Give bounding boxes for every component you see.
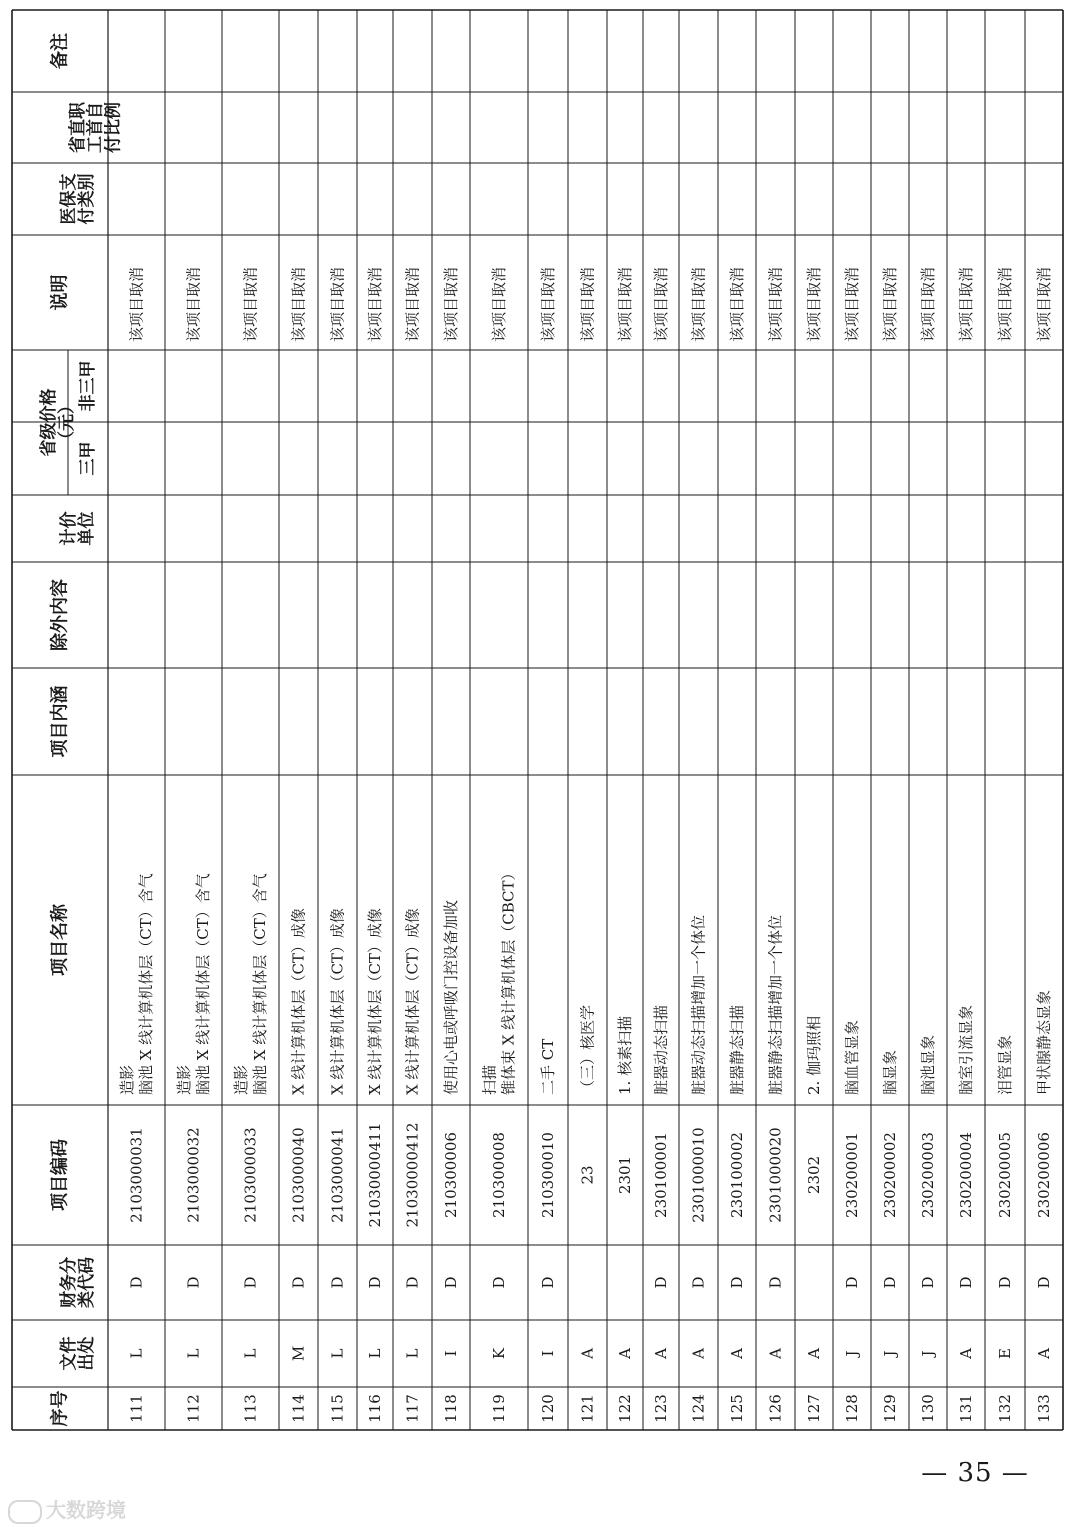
cell-name: 脑池显象: [919, 1034, 937, 1095]
cell-code: 230100002: [728, 1132, 746, 1218]
cell-code: 230200001: [843, 1132, 861, 1218]
cell-seq: 119: [490, 1394, 508, 1423]
cell-note: 该项目取消: [289, 266, 308, 342]
table-row: [366, 267, 384, 1423]
table-row: [1035, 267, 1053, 1423]
cell-note: 该项目取消: [127, 266, 146, 342]
cell-seq: 122: [616, 1394, 634, 1423]
cell-source: A: [766, 1348, 785, 1359]
header-insurance: [58, 174, 97, 225]
cell-source: A: [728, 1348, 746, 1359]
header-finance-line: 类代码: [76, 1257, 97, 1308]
cell-finance: D: [490, 1276, 508, 1289]
cell-source: A: [805, 1348, 823, 1359]
table-row: [690, 267, 708, 1423]
header-insurance-line: 付类别: [76, 173, 97, 225]
cell-finance: D: [881, 1276, 899, 1289]
table-row: [957, 267, 975, 1423]
cell-name: 脏器动态扫描增加一个体位: [689, 914, 708, 1095]
cell-seq: 121: [578, 1394, 597, 1423]
cell-seq: 133: [1035, 1394, 1053, 1423]
cell-note: 该项目取消: [539, 266, 557, 342]
header-source-line: 文件: [58, 1336, 79, 1371]
cell-code: 210300006: [442, 1132, 460, 1218]
cell-note: 该项目取消: [881, 266, 899, 342]
header-unit: [58, 512, 97, 546]
cell-seq: 112: [184, 1394, 203, 1423]
table-row: [767, 267, 785, 1423]
cell-source: A: [957, 1348, 975, 1359]
table-row: [404, 267, 422, 1423]
cell-source: J: [881, 1350, 899, 1357]
cell-note: 该项目取消: [805, 266, 823, 342]
cell-source: A: [1035, 1348, 1053, 1359]
table-row: [175, 267, 212, 1423]
header-source-line: 出处: [76, 1336, 97, 1371]
header-price-group-line: 省级价格: [38, 388, 59, 457]
cell-source: K: [490, 1347, 508, 1360]
cell-note: 该项目取消: [328, 266, 347, 342]
cell-code: 2103000040: [289, 1127, 308, 1223]
table-row: [579, 267, 597, 1423]
cell-finance: D: [766, 1276, 785, 1289]
cell-source: I: [539, 1350, 557, 1357]
cell-code: 230200004: [957, 1132, 975, 1218]
cell-code: 210300010: [539, 1132, 557, 1218]
cell-seq: 115: [328, 1394, 347, 1423]
cell-seq: 116: [366, 1394, 384, 1423]
cell-name: 锥体束 X 线计算机体层（CBCT）: [499, 865, 518, 1095]
table-row: [881, 267, 899, 1423]
cell-seq: 131: [957, 1394, 975, 1423]
cell-source: A: [578, 1348, 597, 1359]
cell-finance: D: [442, 1276, 460, 1289]
header-finance-line: 财务分: [58, 1257, 79, 1308]
cell-code: 2103000041: [328, 1127, 347, 1223]
cell-seq: 128: [843, 1394, 861, 1423]
table-row: [232, 267, 269, 1423]
cell-finance: D: [957, 1276, 975, 1289]
cell-name: 甲状腺静态显象: [1035, 989, 1053, 1095]
cell-finance: D: [366, 1276, 384, 1289]
cell-code: 2103000033: [241, 1127, 260, 1223]
cell-note: 该项目取消: [689, 266, 708, 342]
cell-source: L: [403, 1348, 422, 1359]
header-price-group: [38, 389, 77, 457]
cell-finance: D: [184, 1276, 203, 1289]
cell-name: X 线计算机体层（CT）成像: [289, 908, 308, 1095]
cell-note: 该项目取消: [843, 266, 861, 342]
cell-finance: D: [241, 1276, 260, 1289]
cell-finance: D: [652, 1276, 670, 1289]
page-number: — 35 —: [921, 1458, 1029, 1488]
header-note: 说明: [49, 274, 71, 311]
cell-code: 2301000020: [766, 1127, 785, 1223]
cell-source: E: [996, 1348, 1014, 1359]
cell-name: 脑显象: [881, 1049, 899, 1095]
table-row: [843, 267, 861, 1423]
cell-name: 脑池 X 线计算机体层（CT）含气: [194, 873, 212, 1095]
header-unit-line: 单位: [76, 511, 97, 546]
cell-note: 该项目取消: [652, 266, 670, 342]
cell-seq: 132: [996, 1394, 1014, 1423]
table-row: [442, 267, 460, 1423]
cell-code: 23: [578, 1165, 597, 1185]
cell-source: J: [843, 1350, 861, 1357]
cell-note: 该项目取消: [241, 266, 260, 342]
cell-seq: 117: [403, 1394, 422, 1423]
cell-source: L: [366, 1348, 384, 1359]
table-row: [118, 267, 155, 1423]
cell-name: X 线计算机体层（CT）成像: [366, 908, 384, 1095]
cell-finance: D: [403, 1276, 422, 1289]
header-except: 除外内容: [49, 579, 71, 651]
cell-finance: D: [539, 1276, 557, 1289]
header-finance: [58, 1257, 97, 1308]
cell-source: I: [442, 1350, 460, 1357]
cell-finance: D: [1035, 1276, 1053, 1289]
cell-seq: 114: [289, 1394, 308, 1423]
header-name: 项目名称: [49, 904, 71, 976]
header-source: [58, 1337, 97, 1371]
cell-note: 该项目取消: [184, 266, 203, 342]
table-row: [652, 267, 670, 1423]
header-ratio: [67, 101, 124, 153]
table-row: [996, 267, 1014, 1423]
cell-name: X 线计算机体层（CT）成像: [403, 908, 422, 1095]
cell-name: 脑池 X 线计算机体层（CT）含气: [137, 873, 155, 1095]
cell-seq: 130: [919, 1394, 937, 1423]
cell-name: 2. 伽玛照相: [805, 1015, 823, 1095]
cell-name: 脏器静态扫描: [728, 1004, 746, 1095]
cell-finance: D: [328, 1276, 347, 1289]
cell-code: 21030000412: [403, 1122, 422, 1228]
cell-seq: 111: [127, 1394, 146, 1423]
cell-seq: 124: [689, 1394, 708, 1423]
cell-name: 造影: [118, 1064, 136, 1095]
cell-note: 该项目取消: [766, 266, 785, 342]
cell-code: 21030000411: [366, 1122, 384, 1228]
header-price-tier3: 三甲: [78, 441, 98, 476]
table-row: [616, 267, 634, 1423]
cell-name: 1. 核素扫描: [616, 1015, 634, 1095]
table-row: [539, 267, 557, 1423]
cell-code: 230100001: [652, 1132, 670, 1218]
cell-finance: D: [919, 1276, 937, 1289]
cell-source: A: [616, 1348, 634, 1359]
table-body: [118, 267, 1053, 1423]
cell-note: 该项目取消: [919, 266, 937, 342]
watermark-text: 大数跨境: [46, 1498, 126, 1522]
cell-code: 2103000031: [127, 1127, 146, 1223]
cell-name: 使用心电或呼吸门控设备加收: [442, 899, 460, 1095]
cell-code: 210300008: [490, 1132, 508, 1218]
cell-source: L: [127, 1348, 146, 1359]
cell-finance: D: [843, 1276, 861, 1289]
table-header: [38, 33, 124, 1427]
table-row: [290, 267, 308, 1423]
cell-code: 2301: [616, 1155, 634, 1195]
cell-seq: 125: [728, 1394, 746, 1423]
cell-name: 造影: [232, 1064, 250, 1095]
watermark-logo-icon: [8, 1500, 42, 1524]
header-code: 项目编码: [49, 1139, 71, 1211]
cell-name: 脑池 X 线计算机体层（CT）含气: [251, 873, 269, 1095]
cell-name: 脏器静态扫描增加一个体位: [766, 914, 785, 1095]
cell-name: （三）核医学: [578, 1004, 597, 1095]
cell-source: L: [328, 1348, 347, 1359]
cell-seq: 127: [805, 1394, 823, 1423]
cell-code: 230200005: [996, 1132, 1014, 1218]
cell-seq: 126: [766, 1394, 785, 1423]
table-row: [805, 267, 823, 1423]
cell-finance: D: [728, 1276, 746, 1289]
cell-source: J: [919, 1350, 937, 1357]
cell-name: 脏器动态扫描: [652, 1004, 670, 1095]
table-grid: [12, 10, 1063, 1430]
header-price-group-line: （元）: [56, 397, 77, 448]
table-row: [919, 267, 937, 1423]
cell-note: 该项目取消: [728, 266, 746, 342]
cell-finance: D: [289, 1276, 308, 1289]
table-row: [728, 267, 746, 1423]
table-row: [329, 267, 347, 1423]
header-seq: 序号: [49, 1390, 71, 1427]
cell-name: 造影: [175, 1064, 193, 1095]
cell-name: X 线计算机体层（CT）成像: [328, 908, 347, 1095]
cell-source: A: [652, 1348, 670, 1359]
cell-note: 该项目取消: [366, 266, 384, 342]
cell-name: 扫描: [480, 1064, 499, 1095]
cell-finance: D: [996, 1276, 1014, 1289]
cell-note: 该项目取消: [403, 266, 422, 342]
cell-name: 泪管显象: [996, 1034, 1014, 1095]
cell-finance: D: [689, 1276, 708, 1289]
cell-source: A: [689, 1348, 708, 1359]
cell-name: 脑室引流显象: [957, 1004, 975, 1095]
header-unit-line: 计价: [58, 511, 79, 546]
watermark: [8, 1494, 126, 1524]
cell-finance: D: [127, 1276, 146, 1289]
cell-code: 2103000032: [184, 1127, 203, 1223]
cell-seq: 118: [442, 1394, 460, 1423]
header-ratio-line: 工首自: [85, 102, 106, 153]
header-ratio-line: 付比例: [103, 102, 124, 153]
cell-note: 该项目取消: [957, 266, 975, 342]
cell-note: 该项目取消: [1035, 266, 1053, 342]
cell-seq: 120: [539, 1394, 557, 1423]
cell-code: 2302: [805, 1155, 823, 1195]
cell-note: 该项目取消: [490, 266, 508, 342]
cell-source: M: [289, 1345, 308, 1362]
cell-source: L: [184, 1348, 203, 1359]
cell-code: 230200002: [881, 1132, 899, 1218]
cell-note: 该项目取消: [442, 266, 460, 342]
cell-code: 2301000010: [689, 1127, 708, 1223]
cell-seq: 113: [241, 1394, 260, 1423]
cell-code: 230200006: [1035, 1132, 1053, 1218]
header-price-non-tier3: 非三甲: [78, 360, 98, 412]
cell-code: 230200003: [919, 1132, 937, 1218]
cell-name: 二手 CT: [539, 1038, 557, 1095]
header-ratio-line: 省直职: [67, 102, 88, 153]
cell-seq: 123: [652, 1394, 670, 1423]
cell-note: 该项目取消: [996, 266, 1014, 342]
cell-source: L: [241, 1348, 260, 1359]
cell-seq: 129: [881, 1394, 899, 1423]
cell-note: 该项目取消: [578, 266, 597, 342]
table-row: [481, 267, 518, 1423]
header-insurance-line: 医保支: [58, 173, 79, 225]
header-content: 项目内涵: [49, 685, 71, 758]
cell-note: 该项目取消: [616, 266, 634, 342]
header-remark: 备注: [49, 33, 71, 69]
cell-name: 脑血管显象: [843, 1019, 861, 1095]
